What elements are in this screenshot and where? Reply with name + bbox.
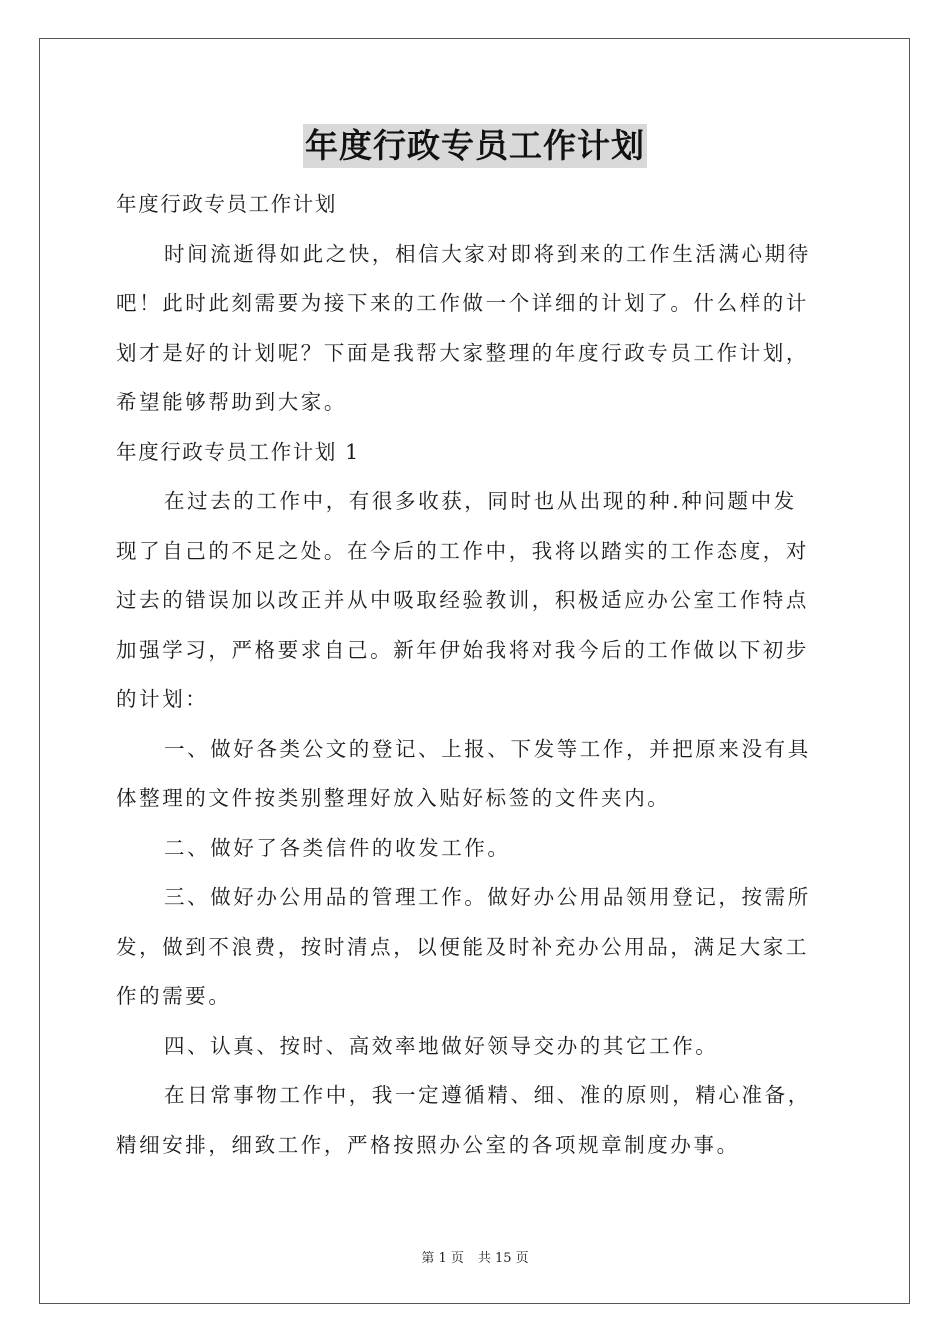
paragraph-line: 希望能够帮助到大家。 — [116, 390, 347, 414]
document-body — [116, 180, 836, 1170]
paragraph-line: 加强学习，严格要求自己。新年伊始我将对我今后的工作做以下初步 — [116, 637, 809, 662]
page-total: 共 15 页 — [477, 1251, 529, 1266]
paragraph-line: 一、做好各类公文的登记、上报、下发等工作，并把原来没有具 — [164, 736, 811, 761]
paragraph-line: 体整理的文件按类别整理好放入贴好标签的文件夹内。 — [116, 786, 671, 810]
subtitle-line: 年度行政专员工作计划 — [116, 192, 337, 216]
paragraph-line: 划才是好的计划呢？下面是我帮大家整理的年度行政专员工作计划， — [116, 340, 809, 365]
paragraph-line: 四、认真、按时、高效率地做好领导交办的其它工作。 — [164, 1033, 719, 1058]
paragraph-line: 在过去的工作中，有很多收获，同时也从出现的种.种问题中发 — [164, 489, 797, 513]
page-number: 第 1 页 — [421, 1251, 464, 1266]
paragraph-line: 过去的错误加以改正并从中吸取经验教训，积极适应办公室工作特点 — [116, 588, 809, 612]
paragraph-line: 三、做好办公用品的管理工作。做好办公用品领用登记，按需所 — [164, 885, 811, 909]
section-heading: 年度行政专员工作计划 1 — [116, 439, 360, 464]
paragraph-line: 二、做好了各类信件的收发工作。 — [164, 835, 511, 860]
paragraph-line: 在日常事物工作中，我一定遵循精、细、准的原则，精心准备， — [164, 1083, 811, 1107]
paragraph-line: 精细安排，细致工作，严格按照办公室的各项规章制度办事。 — [116, 1132, 740, 1157]
paragraph-line: 发，做到不浪费，按时清点，以便能及时补充办公用品，满足大家工 — [116, 934, 809, 959]
title-container — [0, 124, 950, 168]
paragraph-line: 的计划： — [116, 687, 209, 711]
paragraph-line: 时间流逝得如此之快，相信大家对即将到来的工作生活满心期待 — [164, 241, 811, 266]
page-footer — [0, 1247, 950, 1266]
paragraph-line: 现了自己的不足之处。在今后的工作中，我将以踏实的工作态度，对 — [116, 538, 809, 563]
paragraph-line: 作的需要。 — [116, 984, 232, 1008]
document-title: 年度行政专员工作计划 — [303, 124, 647, 168]
paragraph-line: 吧！此时此刻需要为接下来的工作做一个详细的计划了。什么样的计 — [116, 291, 809, 315]
